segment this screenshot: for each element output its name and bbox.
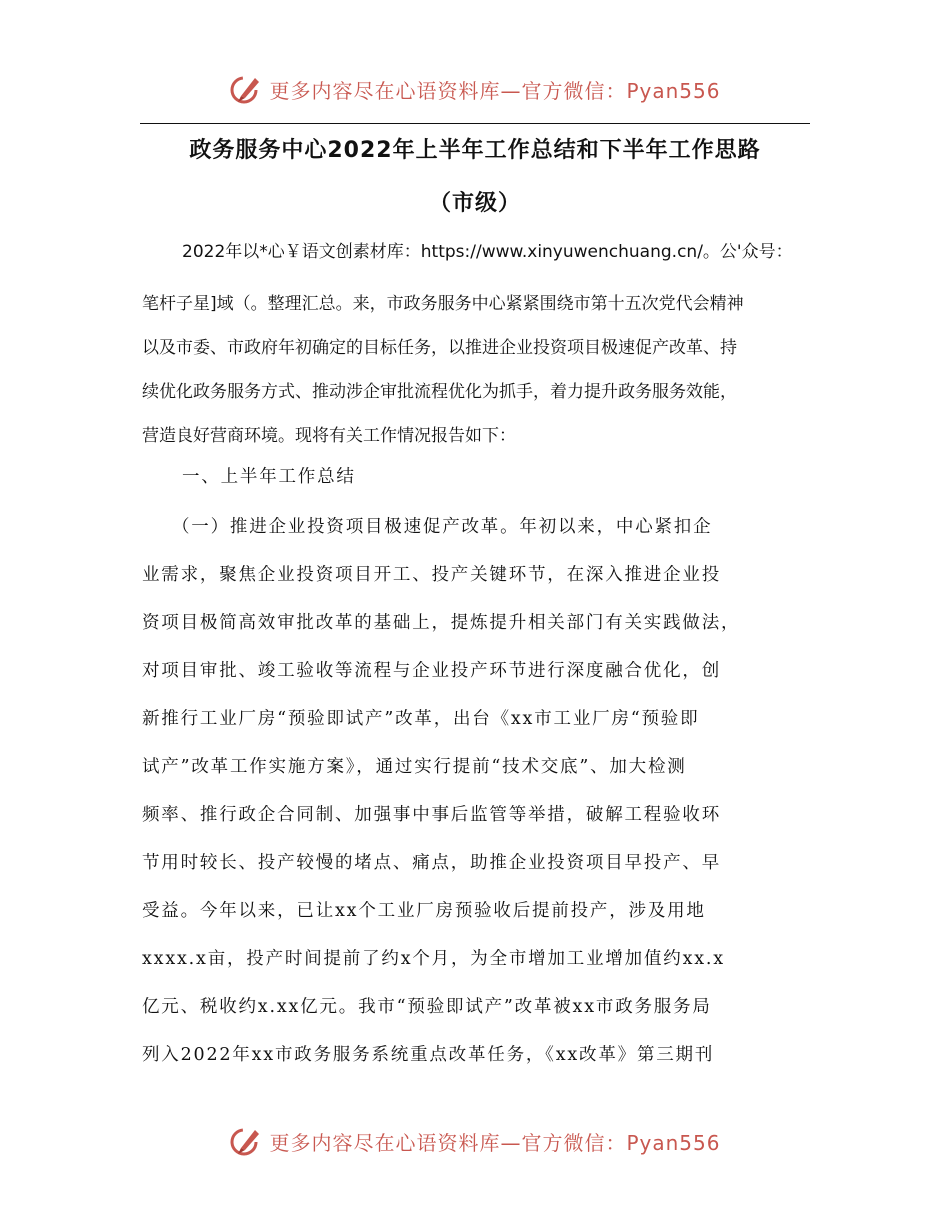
pen-nib-logo-icon <box>229 1124 263 1158</box>
pen-nib-logo-icon <box>229 72 263 106</box>
header-watermark <box>0 72 950 106</box>
watermark-text: 更多内容尽在心语资料库—官方微信：Pyan556 <box>269 1130 721 1155</box>
paragraph-line: 亿元、税收约x.xx亿元。我市“预验即试产”改革被xx市政务服务局 <box>142 997 712 1017</box>
document-subtitle: （市级） <box>428 191 521 216</box>
paragraph-line: 节用时较长、投产较慢的堵点、痛点，助推企业投资项目早投产、早 <box>142 853 721 873</box>
body-line-3: 以及市委、市政府年初确定的目标任务，以推进企业投资项目极速促产改革、持 <box>142 338 737 358</box>
body-line-5: 营造良好营商环境。现将有关工作情况报告如下： <box>142 426 516 446</box>
body-line-4: 续优化政务服务方式、推动涉企审批流程优化为抓手，着力提升政务服务效能， <box>142 382 737 402</box>
paragraph-line: （一）推进企业投资项目极速促产改革。年初以来，中心紧扣企 <box>172 517 713 537</box>
footer-watermark <box>0 1124 950 1158</box>
paragraph-line: 频率、推行政企合同制、加强事中事后监管等举措，破解工程验收环 <box>142 805 721 825</box>
section-heading: 一、上半年工作总结 <box>182 467 356 487</box>
body-line-1: 2022年以*心￥语文创素材库：https://www.xinyuwenchuang.cn/。公'众号： <box>182 242 793 262</box>
document-title: 政务服务中心2022年上半年工作总结和下半年工作思路 <box>189 138 761 163</box>
paragraph-line: 业需求，聚焦企业投资项目开工、投产关键环节，在深入推进企业投 <box>142 565 721 585</box>
header-rule <box>140 123 810 124</box>
paragraph-line: 对项目审批、竣工验收等流程与企业投产环节进行深度融合优化，创 <box>142 661 721 681</box>
paragraph-line: 新推行工业厂房“预验即试产”改革，出台《xx市工业厂房“预验即 <box>142 709 700 729</box>
paragraph-line: 受益。今年以来，已让xx个工业厂房预验收后提前投产，涉及用地 <box>142 901 706 921</box>
body-line-2: 笔杆子星]域（。整理汇总。来，市政务服务中心紧紧围绕市第十五次党代会精神 <box>142 294 744 314</box>
paragraph-line: xxxx.x亩，投产时间提前了约x个月，为全市增加工业增加值约xx.x <box>142 949 725 969</box>
paragraph-line: 资项目极简高效审批改革的基础上，提炼提升相关部门有关实践做法， <box>142 613 741 633</box>
watermark-text: 更多内容尽在心语资料库—官方微信：Pyan556 <box>269 78 721 103</box>
paragraph-line: 试产”改革工作实施方案》，通过实行提前“技术交底”、加大检测 <box>142 757 687 777</box>
paragraph-line: 列入2022年xx市政务服务系统重点改革任务，《xx改革》第三期刊 <box>142 1045 715 1065</box>
